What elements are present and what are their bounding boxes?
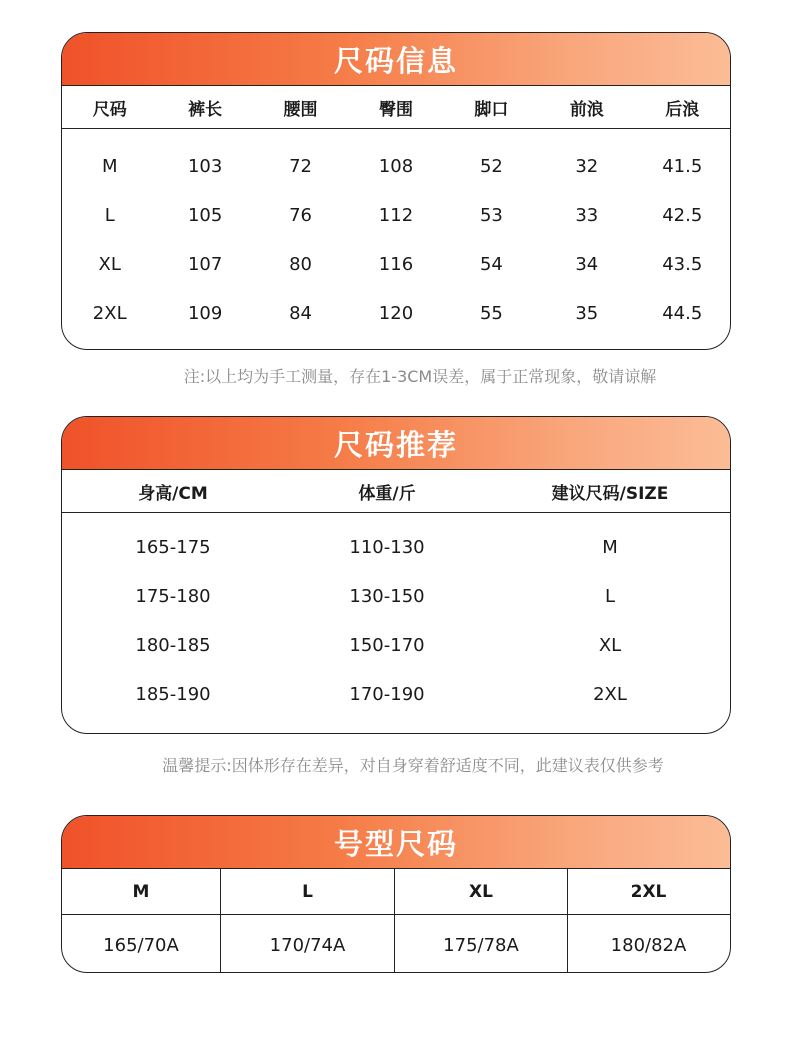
table-cell: 120: [378, 303, 414, 324]
size-recommend-title: 尺码推荐: [62, 417, 730, 470]
table-row: [62, 621, 730, 670]
table-cell: 130-150: [349, 586, 425, 607]
table-cell: 103: [187, 156, 223, 177]
table-cell: 43.5: [662, 254, 703, 275]
header-front-rise: 前浪: [569, 99, 604, 120]
table-cell: 175-180: [135, 586, 211, 607]
model-size-value: 170/74A: [221, 915, 395, 973]
size-info-card: [61, 32, 731, 350]
header-leg-opening: 脚口: [474, 99, 509, 120]
header-waist: 腰围: [283, 99, 318, 120]
size-recommend-rows: [62, 513, 730, 719]
table-row: [62, 289, 730, 338]
table-cell: 105: [187, 205, 223, 226]
size-info-rows: [62, 129, 730, 338]
table-cell: 72: [289, 156, 312, 177]
table-cell: L: [604, 586, 616, 607]
table-cell: 80: [289, 254, 312, 275]
header-weight: 体重/斤: [358, 483, 416, 504]
header-height: 身高/CM: [138, 483, 208, 504]
table-cell: 108: [378, 156, 414, 177]
header-size-m: M: [62, 869, 221, 914]
model-size-value: 165/70A: [62, 915, 221, 973]
table-row: [62, 523, 730, 572]
table-cell: 44.5: [662, 303, 703, 324]
header-suggested-size: 建议尺码/SIZE: [551, 483, 669, 504]
table-cell: 33: [575, 205, 599, 226]
header-size-xl: XL: [395, 869, 568, 914]
model-size-value: 175/78A: [395, 915, 568, 973]
table-cell: 109: [187, 303, 223, 324]
header-size: 尺码: [92, 99, 127, 120]
model-size-header-row: [62, 869, 730, 915]
table-cell: 41.5: [662, 156, 703, 177]
table-cell: 32: [575, 156, 599, 177]
table-cell: 55: [479, 303, 503, 324]
table-cell: 42.5: [662, 205, 703, 226]
header-hip: 臀围: [378, 99, 413, 120]
table-cell: 2XL: [593, 684, 627, 705]
table-cell: 54: [479, 254, 503, 275]
table-cell: 116: [378, 254, 414, 275]
header-size-2xl: 2XL: [630, 881, 667, 902]
table-cell: 76: [289, 205, 312, 226]
model-size-value-row: [62, 915, 730, 973]
size-recommend-note: 温馨提示:因体形存在差异，对自身穿着舒适度不同，此建议表仅供参考: [162, 756, 664, 775]
table-row: [62, 240, 730, 289]
size-info-title: 尺码信息: [62, 33, 730, 86]
table-cell: 170-190: [349, 684, 425, 705]
size-recommend-header-row: [62, 470, 730, 513]
table-cell: L: [104, 205, 115, 226]
table-cell: 107: [187, 254, 223, 275]
table-cell: 150-170: [349, 635, 425, 656]
table-cell: 110-130: [349, 537, 425, 558]
table-cell: 185-190: [135, 684, 211, 705]
table-cell: 2XL: [92, 303, 127, 324]
table-cell: 53: [479, 205, 503, 226]
table-cell: 165-175: [135, 537, 211, 558]
table-cell: M: [602, 537, 618, 558]
table-cell: 112: [378, 205, 414, 226]
table-cell: 180-185: [135, 635, 211, 656]
table-cell: 34: [575, 254, 599, 275]
model-size-title: 号型尺码: [62, 816, 730, 869]
header-size-l: L: [221, 869, 395, 914]
model-size-value: 180/82A: [610, 934, 687, 956]
table-cell: XL: [98, 254, 121, 275]
table-cell: XL: [598, 635, 622, 656]
table-cell: 35: [575, 303, 599, 324]
table-cell: 52: [479, 156, 503, 177]
table-row: [62, 670, 730, 719]
table-row: [62, 142, 730, 191]
table-row: [62, 572, 730, 621]
table-cell: M: [101, 156, 118, 177]
table-cell: 84: [289, 303, 312, 324]
header-back-rise: 后浪: [665, 99, 700, 120]
header-pants-length: 裤长: [188, 99, 223, 120]
size-info-header-row: [62, 86, 730, 129]
size-info-note: 注:以上均为手工测量，存在1-3CM误差，属于正常现象，敬请谅解: [183, 367, 657, 386]
model-size-card: [61, 815, 731, 973]
size-recommend-card: [61, 416, 731, 734]
table-row: [62, 191, 730, 240]
